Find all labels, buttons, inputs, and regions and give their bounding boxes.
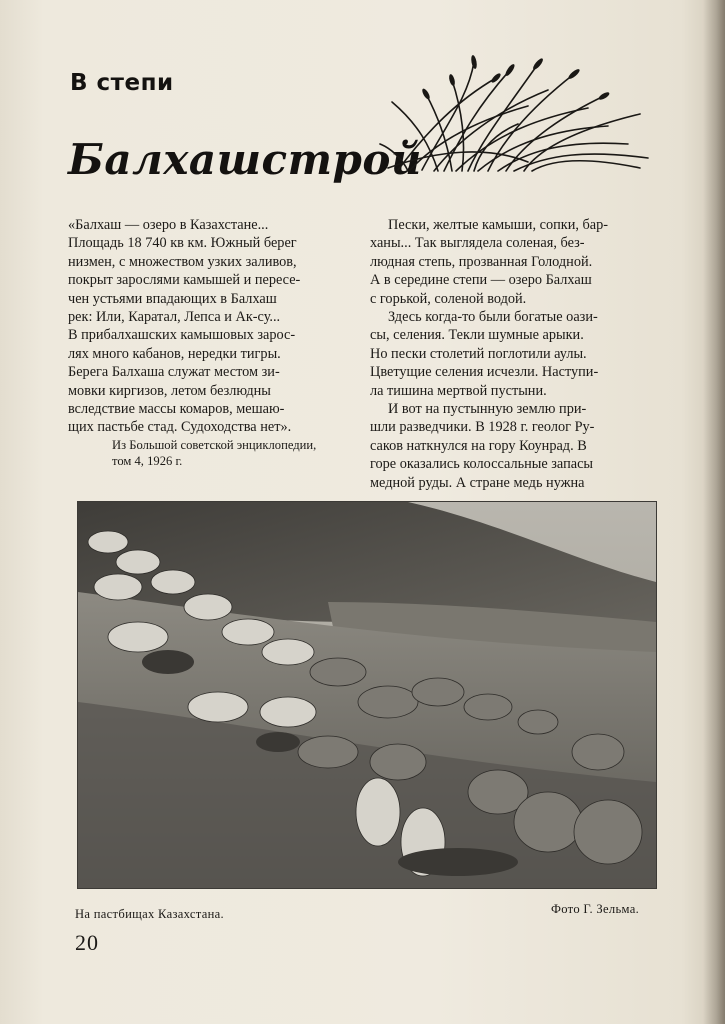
body-line: медной руды. А стране медь нужна: [370, 474, 585, 491]
epigraph-line: «Балхаш — озеро в Казахстане...: [68, 217, 269, 233]
article-body: [370, 216, 654, 492]
body-line: людная степь, прозванная Голодной.: [370, 253, 593, 270]
source-line: том 4, 1926 г.: [112, 454, 183, 468]
body-line: с горькой, соленой водой.: [370, 290, 527, 307]
epigraph-quote: [68, 216, 352, 437]
epigraph-line: низмен, с множеством узких заливов,: [68, 253, 297, 270]
epigraph-line: Площадь 18 740 кв км. Южный берег: [68, 235, 297, 252]
epigraph-line: вследствие массы комаров, мешаю-: [68, 401, 285, 418]
epigraph-line: Берега Балхаша служат местом зи-: [68, 364, 280, 381]
body-line: ханы... Так выглядела соленая, без-: [370, 235, 585, 252]
body-line: И вот на пустынную землю при-: [388, 401, 587, 418]
body-line: Пески, желтые камыши, сопки, бар-: [388, 217, 609, 233]
body-line: А в середине степи — озеро Балхаш: [370, 272, 592, 289]
photo-credit: Фото Г. Зельма.: [551, 902, 640, 916]
body-line: ла тишина мертвой пустыни.: [370, 382, 547, 399]
epigraph-source: [112, 437, 362, 469]
epigraph-line: чен устьями впадающих в Балхаш: [68, 290, 277, 307]
article-title: Балхашстрой: [68, 135, 422, 184]
photo-caption: На пастбищах Казахстана.: [75, 907, 224, 921]
section-label: В степи: [70, 70, 174, 96]
source-line: Из Большой советской энциклопедии,: [112, 438, 317, 452]
body-line: сы, селения. Текли шумные арыки.: [370, 327, 584, 344]
body-line: горе оказались колоссальные запасы: [370, 456, 594, 473]
epigraph-line: мовки киргизов, летом безлюдны: [68, 382, 271, 399]
body-line: шли разведчики. В 1928 г. геолог Ру-: [370, 419, 595, 436]
body-line: Цветущие селения исчезли. Наступи-: [370, 364, 599, 381]
body-line: Здесь когда-то были богатые оази-: [388, 309, 598, 326]
body-line: Но пески столетий поглотили аулы.: [370, 345, 587, 362]
page-number: 20: [75, 930, 99, 955]
epigraph-line: лях много кабанов, нередки тигры.: [68, 345, 281, 362]
epigraph-line: покрыт зарослями камышей и пересе-: [68, 272, 301, 289]
epigraph-line: щих пастьбе стад. Судоходства нет».: [68, 419, 292, 436]
steppe-grass-illustration: [378, 50, 658, 175]
epigraph-line: рек: Или, Каратал, Лепса и Ак-су...: [68, 309, 281, 326]
epigraph-line: В прибалхашских камышовых зарос-: [68, 327, 296, 344]
sheep-pasture-photo: [78, 502, 656, 888]
body-line: саков наткнулся на гору Коунрад. В: [370, 437, 587, 454]
binding-shadow: [703, 0, 725, 1024]
